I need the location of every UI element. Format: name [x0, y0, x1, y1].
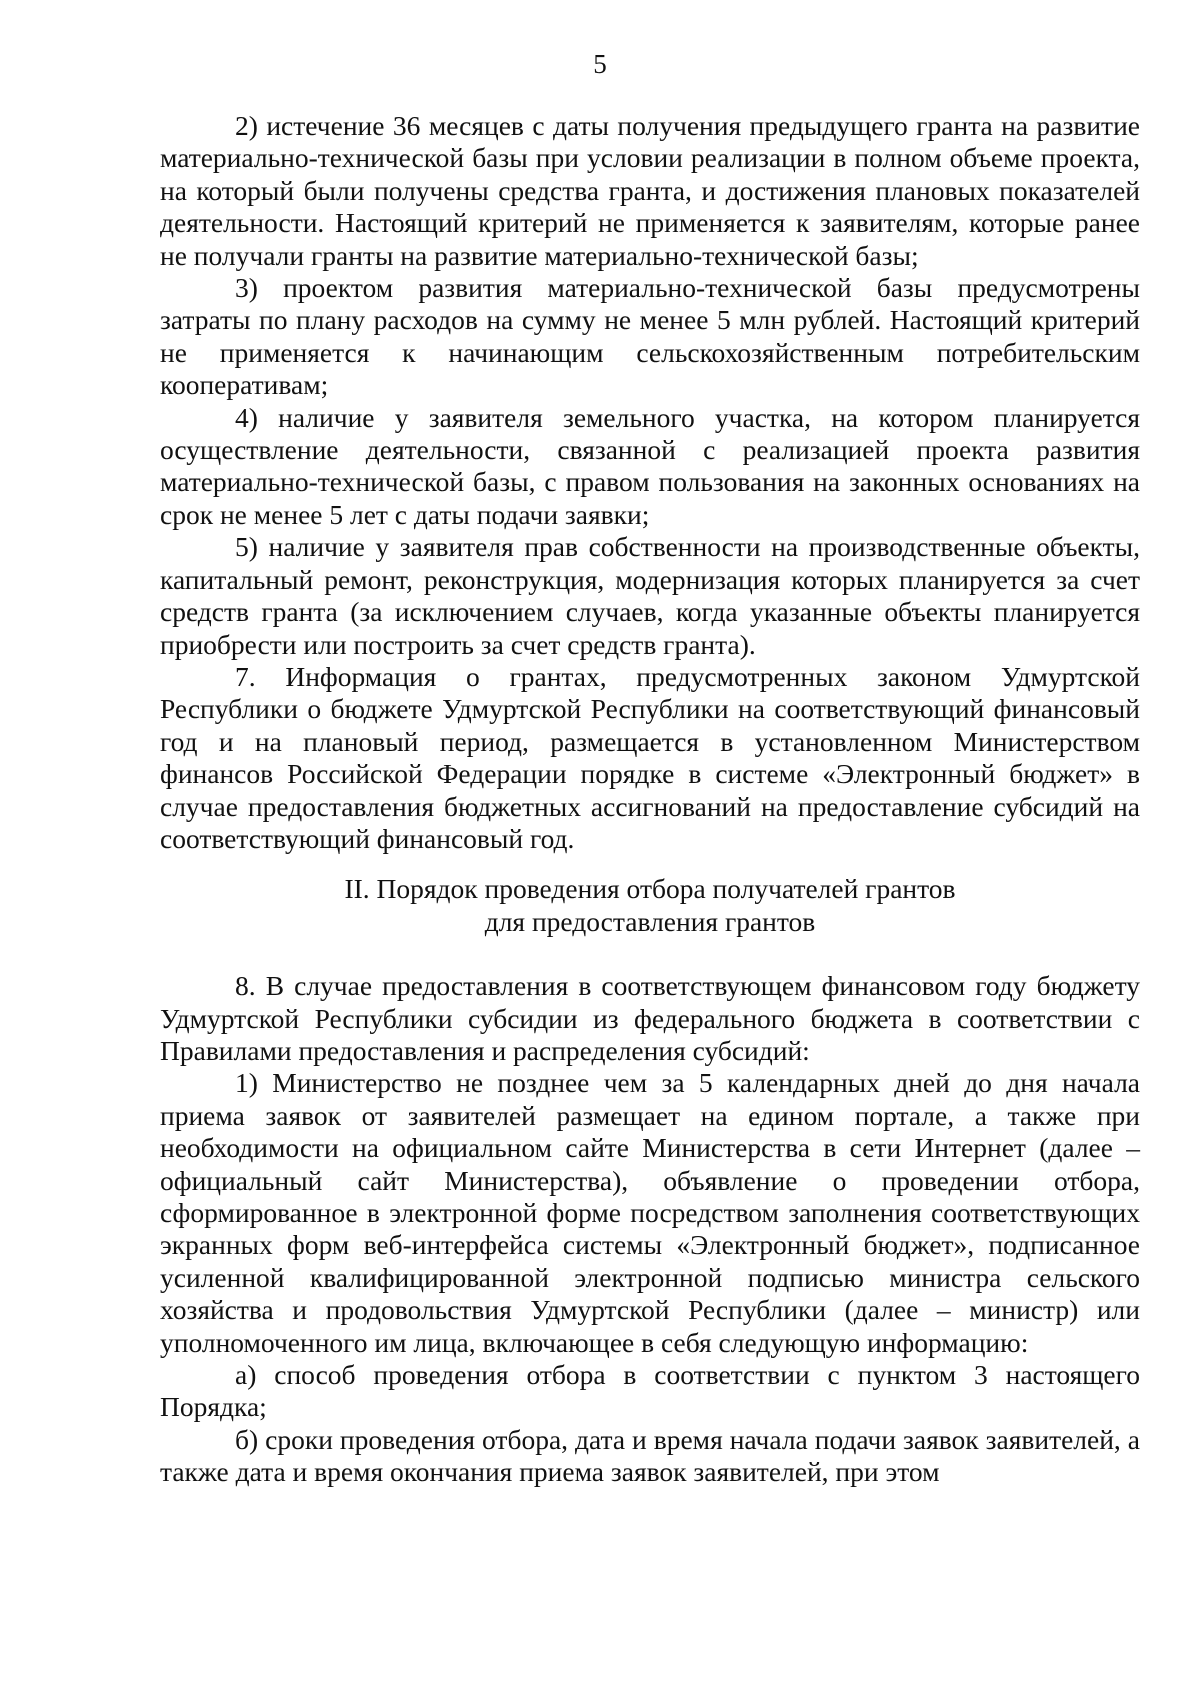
paragraph-criterion-3: 3) проектом развития материально-технической базы предусмотрены затраты по плану расходов на сумму не менее 5 млн рублей. Настоящий критерий не применяется к начинающим сельскохозяйственным потребительским кооперативам; — [160, 272, 1140, 401]
paragraph-subitem-b: б) сроки проведения отбора, дата и время начала подачи заявок заявителей, а также дата и время окончания приема заявок заявителей, при этом — [160, 1423, 1140, 1488]
section-heading-line-2: для предоставления грантов — [484, 905, 816, 937]
paragraph-subitem-1: 1) Министерство не позднее чем за 5 календарных дней до дня начала приема заявок от заявителей размещает на едином портале, а также при необходимости на официальном сайте Министерства в сети Интернет (далее – официальный сайт Министерства), объявление о проведении отбора, сформированное в электронной форме посредством заполнения соответствующих экранных форм веб-интерфейса системы «Электронный бюджет», подписанное усиленной квалифицированной электронной подписью министра сельского хозяйства и продовольствия Удмуртской Республики (далее – министр) или уполномоченного им лица, включающее в себя следующую информацию: — [160, 1067, 1140, 1358]
paragraph-criterion-5: 5) наличие у заявителя прав собственности на производственные объекты, капитальный ремонт, реконструкция, модернизация которых планируется за счет средств гранта (за исключением случаев, когда указанные объекты планируется приобрести или построить за счет средств гранта). — [160, 531, 1140, 660]
paragraph-item-8: 8. В случае предоставления в соответствующем финансовом году бюджету Удмуртской Республики субсидии из федерального бюджета в соответствии с Правилами предоставления и распределения субсидий: — [160, 970, 1140, 1066]
section-heading-line-1: II. Порядок проведения отбора получателей грантов — [344, 873, 956, 905]
paragraph-item-7: 7. Информация о грантах, предусмотренных законом Удмуртской Республики о бюджете Удмуртской Республики на соответствующий финансовый год и на плановый период, размещается в установленном Министерством финансов Российской Федерации порядке в системе «Электронный бюджет» в случае предоставления бюджетных ассигнований на предоставление субсидий на соответствующий финансовый год. — [160, 660, 1140, 854]
paragraph-subitem-a: а) способ проведения отбора в соответствии с пунктом 3 настоящего Порядка; — [160, 1359, 1140, 1423]
page-number: 5 — [593, 49, 607, 79]
paragraph-criterion-2: 2) истечение 36 месяцев с даты получения предыдущего гранта на развитие материально-технической базы при условии реализации в полном объеме проекта, на который были получены средства гранта, и достижения плановых показателей деятельности. Настоящий критерий не применяется к заявителям, которые ранее не получали гранты на развитие материально-технической базы; — [160, 110, 1140, 271]
paragraph-criterion-4: 4) наличие у заявителя земельного участка, на котором планируется осуществление деятельности, связанной с реализацией проекта развития материально-технической базы, с правом пользования на законных основаниях на срок не менее 5 лет с даты подачи заявки; — [160, 401, 1140, 530]
document-body — [160, 110, 1140, 1489]
section-heading — [160, 873, 1140, 938]
